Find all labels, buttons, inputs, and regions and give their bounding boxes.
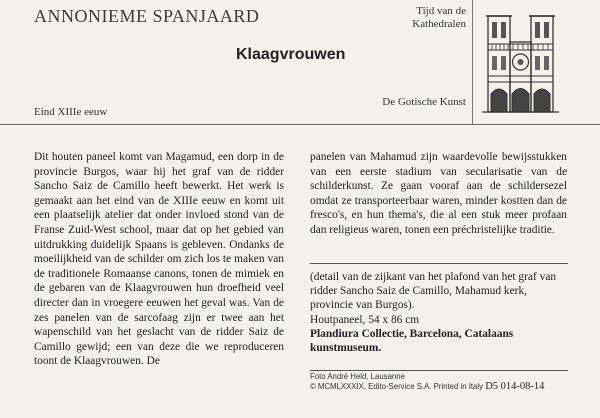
body-text-left: Dit houten paneel komt van Magamud, een dorp in de provincie Burgos, waar hij het graf van de ridder Sancho Saiz de Camillo heeft bewerkt. Het werk is gemaakt aan het eind van de XIIIe eeuw en komt uit een plaatselijk atelier dat onder invloed stond van de Franse Zuid-West school, maar dat op het gebied van uitdrukking duidelijk Spaans is gebleven. Ondanks de moeilijkheid van de schilder om zich los te maken van de traditionele Romaanse canons, tonen de mimiek en de gebaren van de Klaagvrouwen hun droefheid veel directer dan in vroegere eeuwen het geval was. Van de zes panelen van de sarcofaag zijn er twee aan het wapenschild van het geslacht van de ridder Saiz de Camillo gewijd; een van deze die we reproduceren toont de Klaagvrouwen. De bbox=[34, 151, 284, 368]
copyright-text: © MCMLXXXIX, Edito-Service S.A. Printed in Italy bbox=[310, 382, 484, 391]
caption-collection: Plandiura Collectie, Barcelona, Catalaans kunstmuseum. bbox=[310, 327, 514, 355]
caption-divider bbox=[310, 263, 568, 264]
period-tag-bottom: De Gotische Kunst bbox=[382, 96, 466, 108]
footer-divider bbox=[310, 370, 568, 371]
serial-number: D5 014-08-14 bbox=[485, 381, 545, 392]
caption-detail: (detail van de zijkant van het plafond van het graf van ridder Sancho Saiz de Camillo, Mahamud kerk, provincie van Burgos). bbox=[310, 271, 557, 312]
body-text-right: panelen van Mahamud zijn waardevolle bewijsstukken van een eerste stadium van secularisatie van de schilderkunst. Ze gaan vooraf aan de schildersezel omdat ze transporteerbaar waren, minder kostten dan de fresco's, en hun thema's, die al een stuk meer profaan dan religieus waren, tonen een préchristelijke traditie. bbox=[310, 151, 567, 236]
header-divider-vertical bbox=[472, 0, 473, 124]
copyright-line bbox=[310, 382, 580, 392]
artwork-caption bbox=[310, 270, 568, 355]
photo-credit: Foto André Held, Lausanne bbox=[310, 372, 405, 381]
footer bbox=[310, 372, 580, 392]
caption-material: Houtpaneel, 54 x 86 cm bbox=[310, 313, 420, 326]
cathedral-icon bbox=[478, 2, 563, 118]
period-tag-top: Tijd van de Kathedralen bbox=[412, 5, 466, 30]
era-label: Eind XIIIe eeuw bbox=[34, 106, 108, 118]
artwork-title: Klaagvrouwen bbox=[236, 46, 346, 63]
header-divider bbox=[0, 124, 600, 125]
series-title: ANNONIEME SPANJAARD bbox=[34, 6, 260, 26]
